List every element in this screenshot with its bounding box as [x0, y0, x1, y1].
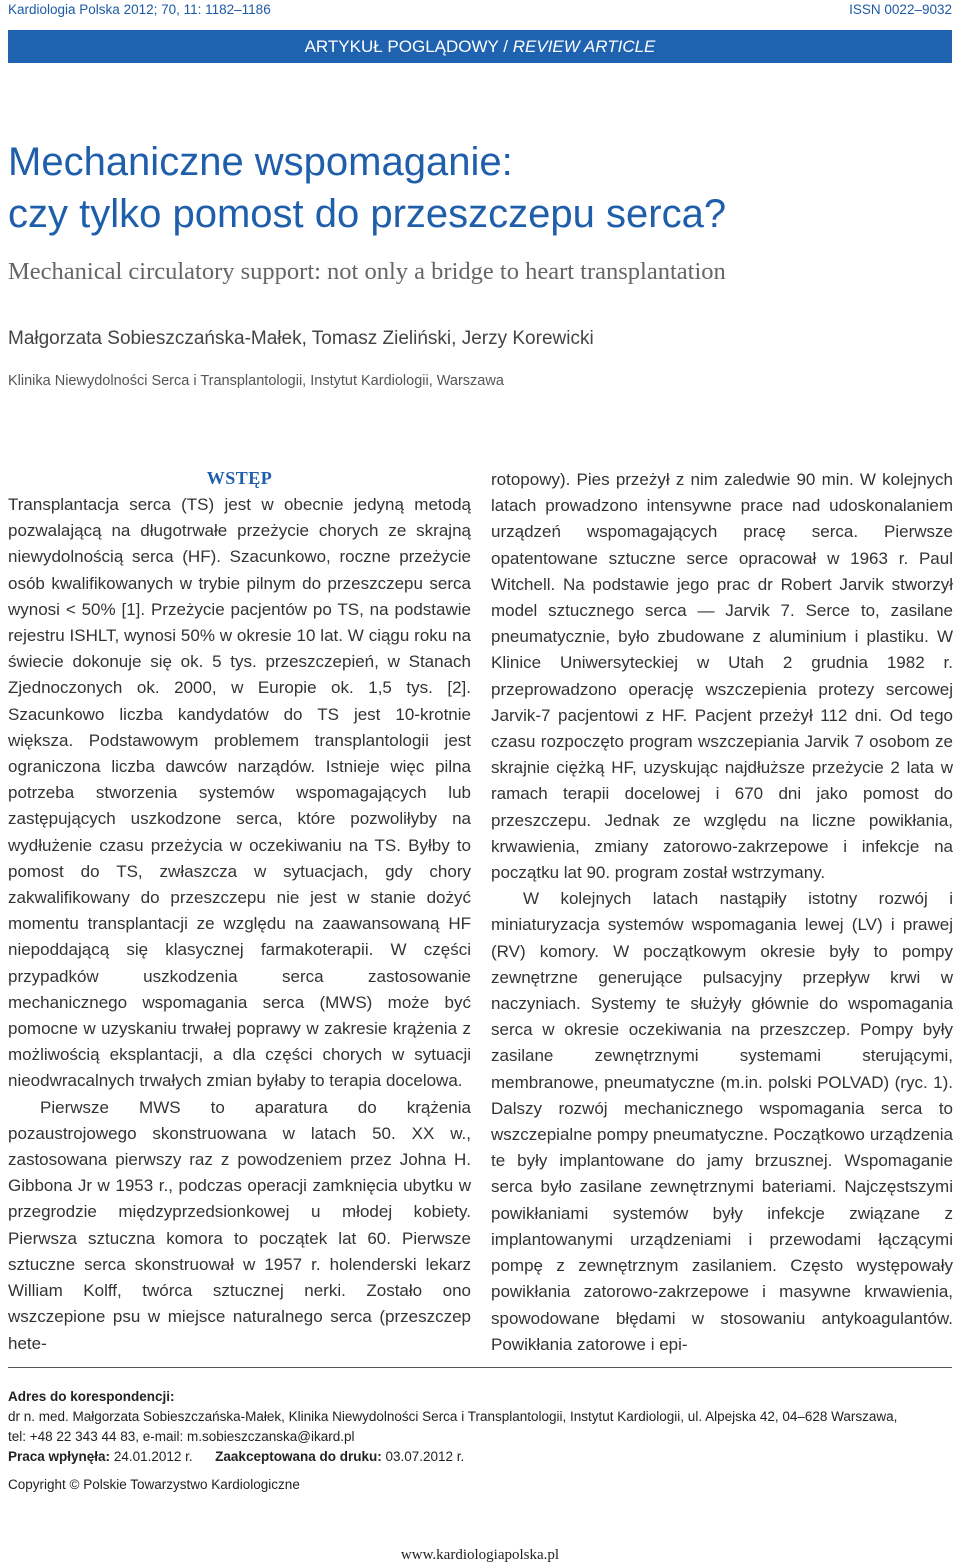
title-line-1: Mechaniczne wspomaganie:: [8, 140, 513, 184]
section-heading: WSTĘP: [206, 468, 273, 488]
left-column: [8, 464, 471, 1357]
correspondence-heading: Adres do korespondencji:: [8, 1389, 175, 1404]
copyright: Copyright © Polskie Towarzystwo Kardiologiczne: [8, 1477, 300, 1492]
paragraph: Transplantacja serca (TS) jest w obecnie jedyną metodą pozwalającą na długotrwałe przeżycie chorych ze skrajną niewydolnością serca (HF). Szacunkowo, roczne przeżycie osób kwalifikowanych w trybie pilnym do przeszczepu serca wynosi < 50% [1]. Przeżycie pacjentów po TS, na podstawie rejestru ISHLT, wynosi 50% w okresie 10 lat. W ciągu roku na świecie dokonuje się ok. 5 tys. przeszczepień, w Stanach Zjednoczonych ok. 2000, w Europie ok. 1,5 tys. [2]. Szacunkowo liczba kandydatów do TS jest 10-krotnie większa. Podstawowym problemem transplantologii jest ograniczona liczba dawców narządów. Istnieje więc pilna potrzeba stworzenia systemów wspomagających lub zastępujących uszkodzone serca, które pozwoliłyby na wydłużenie czasu przeżycia w oczekiwaniu na TS. Byłby to pomost do TS, zwłaszcza w sytuacjach, gdy chory zakwalifikowany do przeszczepu nie jest w stanie dożyć momentu transplantacji ze względu na zaawansowaną HF niepoddającą się klasycznej farmakoterapii. W części przypadków uszkodzenia serca zastosowanie mechanicznego wspomagania serca (MWS) może być pomocne w uzyskaniu trwałej poprawy w zakresie krążenia z możliwością eksplantacji, a dla części chorych w sytuacji nieodwracalnych trwałych zmian byłaby to terapia docelowa.: [8, 495, 471, 1091]
affiliation: Klinika Niewydolności Serca i Transplantologii, Instytut Kardiologii, Warszawa: [8, 373, 504, 389]
correspondence-contact: tel: +48 22 343 44 83, e-mail: m.sobieszczanska@ikard.pl: [8, 1429, 355, 1444]
right-column: [491, 467, 953, 1358]
accepted-label: Zaakceptowana do druku:: [215, 1449, 382, 1464]
correspondence-block: [8, 1387, 952, 1495]
paragraph: Pierwsze MWS to aparatura do krążenia pozaustrojowego skonstruowana w latach 50. XX w., zastosowana pierwszy raz z powodzeniem przez Johna H. Gibbona Jr w 1953 r., podczas operacji zamknięcia ubytku w przegrodzie międzyprzedsionkowej u młodej kobiety. Pierwsza sztuczna komora to początek lat 60. Pierwsze sztuczne serca skonstruował w 1957 r. holenderski lekarz William Kolff, twórca sztucznej nerki. Zostało ono wszczepione psu w miejsce naturalnego serca (przeszczep hete-: [8, 1097, 471, 1353]
authors: Małgorzata Sobieszczańska-Małek, Tomasz Zieliński, Jerzy Korewicki: [8, 328, 594, 349]
article-type-en: REVIEW ARTICLE: [512, 36, 656, 56]
title-line-2: czy tylko pomost do przeszczepu serca?: [8, 192, 727, 236]
article-type-band: [8, 30, 952, 63]
article-type-pl: ARTYKUŁ POGLĄDOWY /: [304, 36, 513, 56]
website-link[interactable]: www.kardiologiapolska.pl: [400, 1547, 560, 1563]
paragraph: rotopowy). Pies przeżył z nim zaledwie 90 min. W kolejnych latach prowadzono intensywne prace nad udoskonalaniem urządzeń wspomagających pracę serca. Pierwsze opatentowane sztuczne serce opracował w 1963 r. Paul Witchell. Na podstawie jego prac dr Robert Jarvik stworzył model sztucznego serca — Jarvik 7. Serce to, zasilane pneumatycznie, było zbudowane z aluminium i plastiku. W Klinice Uniwersyteckiej w Utah 2 grudnia 1982 r. przeprowadzono operację wszczepienia protezy sercowej Jarvik-7 pacjentowi z HF. Pacjent przeżył 112 dni. Od tego czasu rozpoczęto program wszczepiania Jarvik 7 osobom ze skrajnie ciężką HF, uzyskując najdłuższe przeżycie 2 lata w ramach terapii docelowej i 670 dni jako pomost do przeszczepu. Jednak ze względu na liczne powikłania, krwawienia, zmiany zatorowo-zakrzepowe i infekcje na początku lat 90. program został wstrzymany.: [491, 470, 953, 883]
issn: ISSN 0022–9032: [849, 2, 952, 17]
received-label: Praca wpłynęła:: [8, 1449, 111, 1464]
article-title: [8, 136, 952, 240]
paragraph: W kolejnych latach nastąpiły istotny rozwój i miniaturyzacja systemów wspomagania lewej (LV) i prawej (RV) komory. W początkowym okresie były to pompy zewnętrzne generujące pulsacyjny przepływ krwi w naczyniach. Systemy te służyły głównie do wspomagania serca w okresie oczekiwania na przeszczep. Pompy były zasilane zewnętrznymi systemami sterującymi, membranowe, pneumatyczne (m.in. polski POLVAD) (ryc. 1). Dalszy rozwój mechanicznego wspomagania serca to wszczepialne pompy pneumatyczne. Początkowo urządzenia te były implantowane do jamy brzusznej. Wspomaganie serca było zasilane zewnętrznymi bateriami. Najczęstszymi powikłaniami systemów były infekcje związane z implantowanymi urządzeniami i przewodami łączącymi pompę z zewnętrznym zasilaniem. Często występowały powikłania zatorowo-zakrzepowe i masywne krwawienia, spowodowane błędami w stosowaniu antykoagulantów. Powikłania zatorowe i epi-: [491, 889, 953, 1354]
received-date: 24.01.2012 r.: [113, 1449, 193, 1464]
article-subtitle: Mechanical circulatory support: not only a bridge to heart transplantation: [8, 258, 726, 285]
dates-line: [8, 1447, 952, 1467]
journal-citation: Kardiologia Polska 2012; 70, 11: 1182–1186: [8, 2, 271, 17]
correspondence-address: dr n. med. Małgorzata Sobieszczańska-Małek, Klinika Niewydolności Serca i Transplantologii, Instytut Kardiologii, ul. Alpejska 42, 04–628 Warszawa,: [8, 1409, 898, 1424]
accepted-date: 03.07.2012 r.: [385, 1449, 465, 1464]
footnote-divider: [8, 1367, 952, 1368]
